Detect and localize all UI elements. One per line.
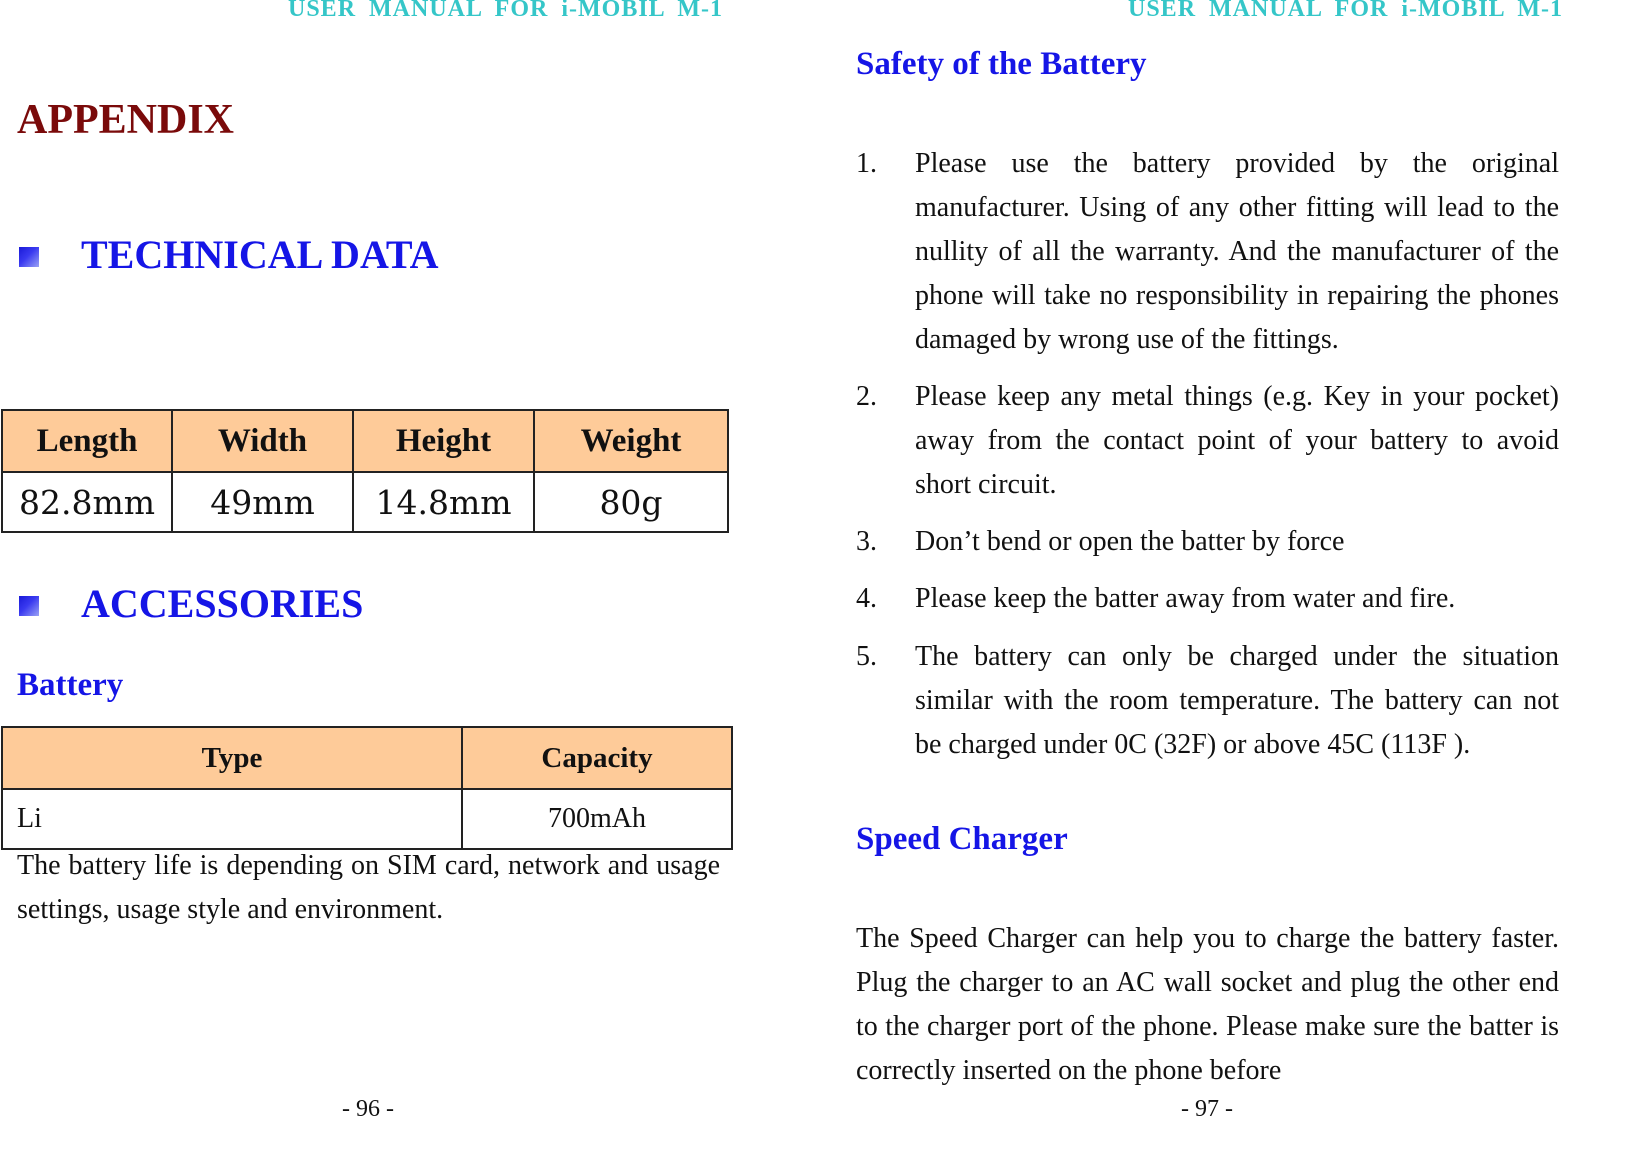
list-number: 5. <box>856 641 877 672</box>
safety-heading: Safety of the Battery <box>856 46 1147 82</box>
list-item: Please use the battery provided by the original manufacturer. Using of any other fitting will lead to the nullity of all the warranty. And the manufacturer of the phone will take no responsibility in repairing the phones damaged by wrong use of the fittings. <box>915 148 1559 355</box>
header-type: Type <box>2 727 462 789</box>
value-length: 82.8mm <box>2 472 172 532</box>
speed-charger-heading: Speed Charger <box>856 821 1068 857</box>
list-item: Don’t bend or open the batter by force <box>915 526 1345 557</box>
table-row <box>2 472 728 532</box>
appendix-title: APPENDIX <box>17 97 234 143</box>
value-weight: 80g <box>534 472 728 532</box>
page-number-left: - 96 - <box>342 1096 394 1122</box>
running-header-right: USER MANUAL FOR i-MOBIL M-1 <box>1128 0 1563 22</box>
table-header-row <box>2 410 728 472</box>
bullet-square-icon <box>19 247 39 267</box>
list-number: 2. <box>856 381 877 412</box>
accessories-title: ACCESSORIES <box>81 581 364 626</box>
list-item: Please keep any metal things (e.g. Key in your pocket) away from the contact point of your battery to avoid short circuit. <box>915 381 1559 500</box>
battery-life-note: The battery life is depending on SIM card, network and usage settings, usage style and environment. <box>17 850 720 925</box>
list-number: 4. <box>856 583 877 614</box>
list-item: Please keep the batter away from water and fire. <box>915 583 1456 614</box>
list-number: 3. <box>856 526 877 557</box>
technical-data-table <box>1 409 729 533</box>
header-height: Height <box>353 410 534 472</box>
value-height: 14.8mm <box>353 472 534 532</box>
page-number-right: - 97 - <box>1181 1096 1233 1122</box>
running-header-left: USER MANUAL FOR i-MOBIL M-1 <box>288 0 723 22</box>
header-weight: Weight <box>534 410 728 472</box>
list-number: 1. <box>856 148 877 179</box>
table-header-row <box>2 727 732 789</box>
value-capacity: 700mAh <box>462 789 732 849</box>
header-capacity: Capacity <box>462 727 732 789</box>
value-type: Li <box>2 789 462 849</box>
table-row <box>2 789 732 849</box>
header-length: Length <box>2 410 172 472</box>
list-item: The battery can only be charged under the situation similar with the room temperature. The battery can not be charged under 0C (32F) or above 45C (113F ). <box>915 641 1559 760</box>
battery-table <box>1 726 733 850</box>
battery-heading: Battery <box>17 667 124 703</box>
bullet-square-icon <box>19 596 39 616</box>
speed-charger-text: The Speed Charger can help you to charge the battery faster. Plug the charger to an AC wall socket and plug the other end to the charger port of the phone. Please make sure the batter is correctly inserted on the phone before <box>856 923 1559 1086</box>
value-width: 49mm <box>172 472 353 532</box>
header-width: Width <box>172 410 353 472</box>
technical-data-title: TECHNICAL DATA <box>81 232 439 277</box>
